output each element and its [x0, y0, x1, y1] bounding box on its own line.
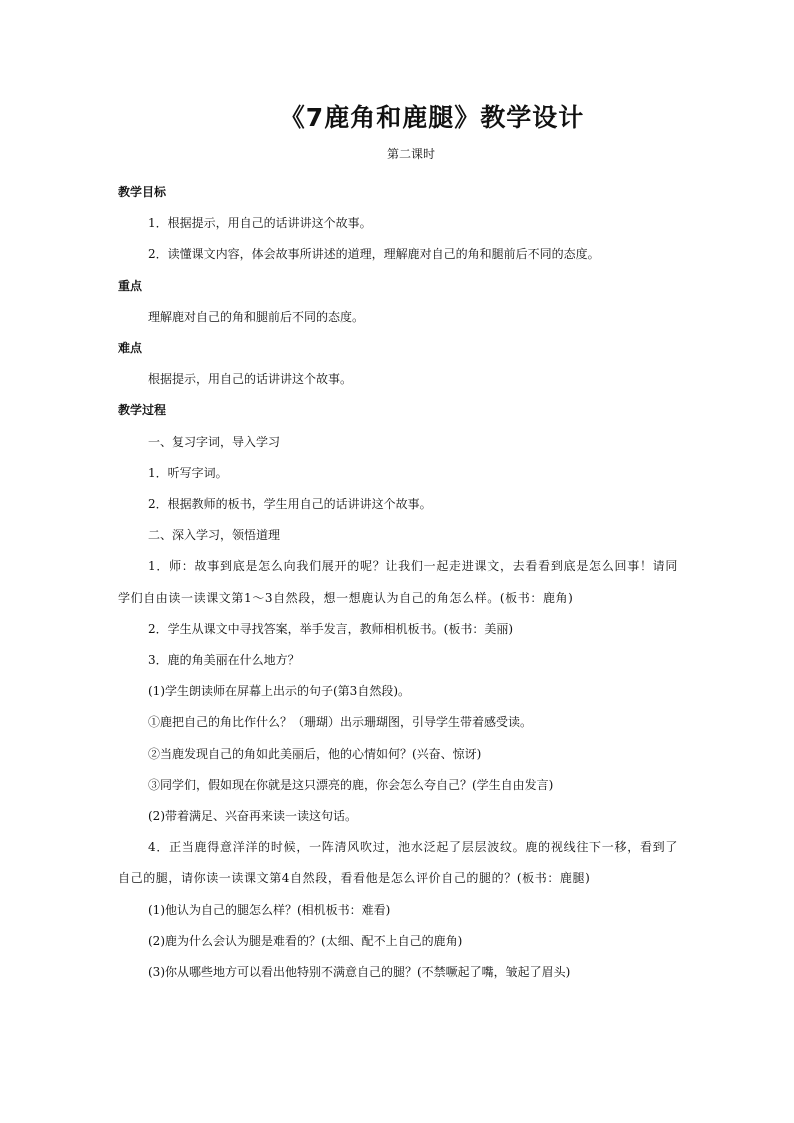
document-body: [118, 177, 678, 988]
process-line: (2)带着满足、兴奋再来读一读这句话。: [148, 809, 357, 824]
process-line: 3．鹿的角美丽在什么地方？: [148, 653, 300, 668]
process-line: 一、复习字词，导入学习: [148, 434, 281, 449]
difficult-points-text: 根据提示，用自己的话讲讲这个故事。: [148, 372, 353, 387]
difficult-points-heading: 难点: [118, 341, 143, 356]
process-line: (1)学生朗读师在屏幕上出示的句子(第3自然段)。: [148, 684, 410, 699]
process-line: 2．学生从课文中寻找答案，举手发言，教师相机板书。(板书：美丽): [148, 621, 514, 636]
process-line: (2)鹿为什么会认为腿是难看的？(太细、配不上自己的鹿角): [148, 933, 463, 948]
document-subtitle: 第二课时: [386, 147, 435, 161]
process-line: 1．听写字词。: [148, 465, 228, 480]
process-line: ①鹿把自己的角比作什么？（珊瑚）出示珊瑚图，引导学生带着感受读。: [148, 715, 533, 730]
process-line: 2．根据教师的板书，学生用自己的话讲讲这个故事。: [148, 497, 432, 512]
process-line: ②当鹿发现自己的角如此美丽后，他的心情如何？(兴奋、惊讶): [148, 746, 482, 761]
key-points-text: 理解鹿对自己的角和腿前后不同的态度。: [148, 309, 365, 324]
goal-item: 1．根据提示，用自己的话讲讲这个故事。: [148, 216, 372, 231]
process-paragraph: 1．师：故事到底是怎么向我们展开的呢？让我们一起走进课文，去看看到底是怎么回事！请同学们自由读一读课文第1～3自然段，想一想鹿认为自己的角怎么样。(板书：鹿角): [118, 559, 678, 605]
goal-item: 2．读懂课文内容，体会故事所讲述的道理，理解鹿对自己的角和腿前后不同的态度。: [148, 247, 600, 262]
process-paragraph: 4．正当鹿得意洋洋的时候，一阵清风吹过，池水泛起了层层波纹。鹿的视线往下一移，看到了自己的腿，请你读一读课文第4自然段，看看他是怎么评价自己的腿的？(板书：鹿腿): [118, 840, 678, 886]
process-line: 二、深入学习，领悟道理: [148, 528, 281, 543]
document-title: 《7鹿角和鹿腿》教学设计: [279, 103, 585, 132]
process-line: ③同学们，假如现在你就是这只漂亮的鹿，你会怎么夸自己？(学生自由发言): [148, 777, 554, 792]
process-line: (1)他认为自己的腿怎么样？(相机板书：难看): [148, 902, 391, 917]
goals-heading: 教学目标: [118, 185, 167, 199]
process-line: (3)你从哪些地方可以看出他特别不满意自己的腿？(不禁噘起了嘴，皱起了眉头): [148, 965, 571, 980]
key-points-heading: 重点: [118, 278, 143, 293]
process-heading: 教学过程: [118, 403, 167, 418]
